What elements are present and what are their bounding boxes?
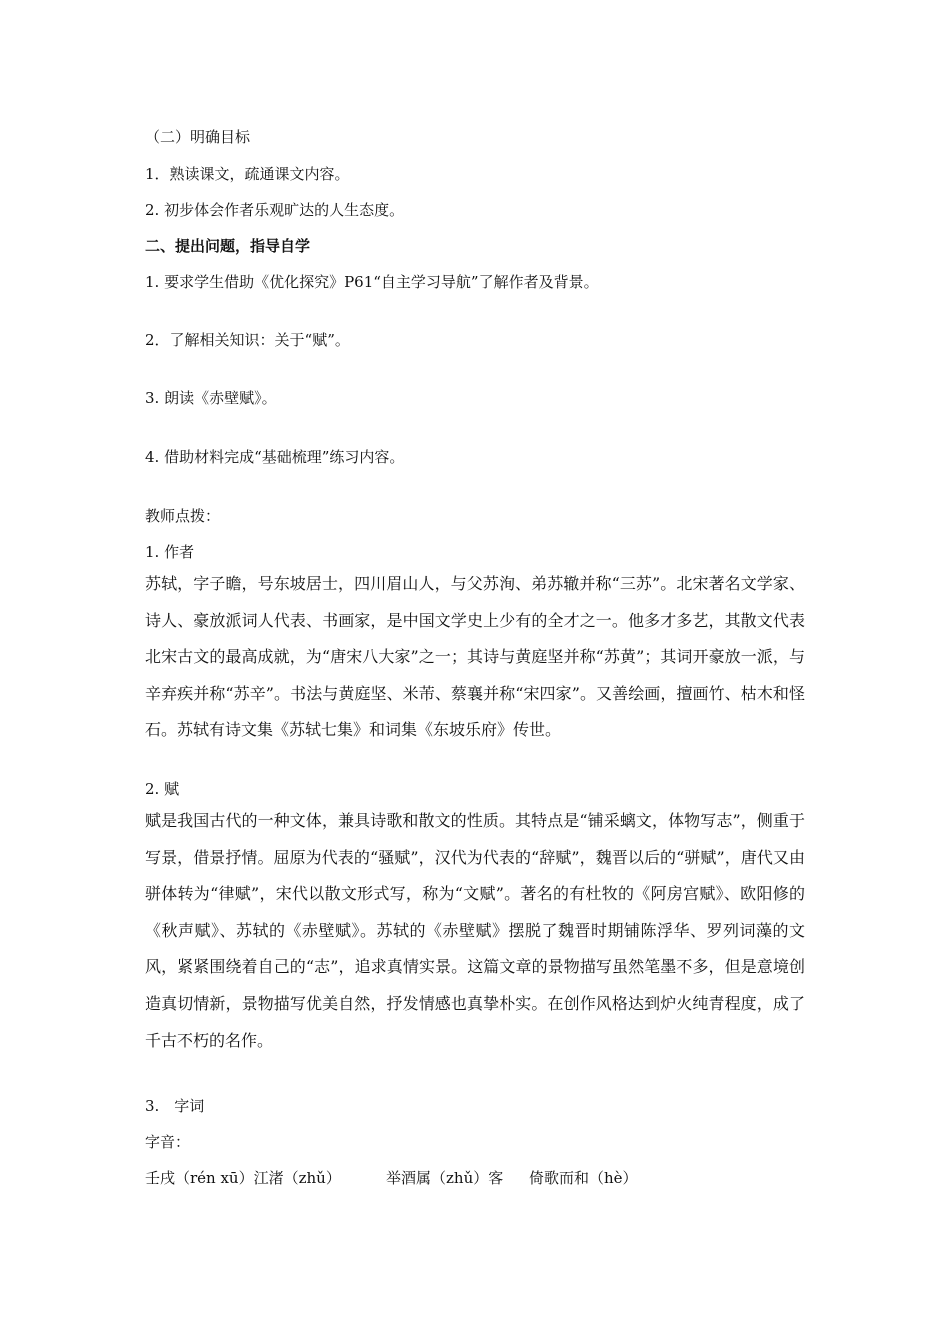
section-two-item-2: 2．了解相关知识：关于“赋”。 — [145, 331, 350, 349]
section-two-item-4: 4. 借助材料完成“基础梳理”练习内容。 — [145, 448, 405, 466]
pronunciation-item-1: 壬戌（rén xū）江渚（zhǔ） — [145, 1169, 341, 1187]
goal-item-1: 1．熟读课文，疏通课文内容。 — [145, 165, 350, 183]
fu-heading: 2. 赋 — [145, 780, 180, 798]
goal-heading: （二）明确目标 — [145, 128, 251, 146]
section-two-heading: 二、提出问题，指导自学 — [145, 237, 311, 255]
teacher-label: 教师点拨： — [145, 507, 221, 525]
fu-paragraph: 赋是我国古代的一种文体，兼具诗歌和散文的性质。其特点是“铺采螭文，体物写志”，侧重于写景，借景抒情。屈原为代表的“骚赋”，汉代为代表的“辞赋”，魏晋以后的“骈赋”，唐代又由骈体转为“律赋”，宋代以散文形式写，称为“文赋”。著名的有杜牧的《阿房宫赋》、欧阳修的《秋声赋》、苏轼的《赤壁赋》。苏轼的《赤壁赋》摆脱了魏晋时期铺陈浮华、罗列词藻的文风，紧紧围绕着自己的“志”，追求真情实景。这篇文章的景物描写虽然笔墨不多，但是意境创造真切情新，景物描写优美自然，抒发情感也真挚朴实。在创作风格达到炉火纯青程度，成了千古不朽的名作。 — [145, 811, 805, 1050]
author-heading: 1. 作者 — [145, 543, 195, 561]
goal-item-2: 2. 初步体会作者乐观旷达的人生态度。 — [145, 201, 405, 219]
section-two-item-1: 1. 要求学生借助《优化探究》P61“自主学习导航”了解作者及背景。 — [145, 273, 599, 291]
author-paragraph: 苏轼，字子瞻，号东坡居士，四川眉山人，与父苏洵、弟苏辙并称“三苏”。北宋著名文学家、诗人、豪放派词人代表、书画家，是中国文学史上少有的全才之一。他多才多艺，其散文代表北宋古文的最高成就，为“唐宋八大家”之一；其诗与黄庭坚并称“苏黄”；其词开豪放一派，与辛弃疾并称“苏辛”。书法与黄庭坚、米芾、蔡襄并称“宋四家”。又善绘画，擅画竹、枯木和怪石。苏轼有诗文集《苏轼七集》和词集《东坡乐府》传世。 — [145, 574, 805, 740]
pronunciation-label: 字音： — [145, 1133, 191, 1151]
pronunciation-item-3: 倚歌而和（hè） — [529, 1169, 638, 1187]
section-two-item-3: 3. 朗读《赤壁赋》。 — [145, 389, 277, 407]
pronunciation-item-2: 举酒属（zhǔ）客 — [386, 1169, 504, 1187]
words-heading: 3. 字词 — [145, 1097, 205, 1115]
